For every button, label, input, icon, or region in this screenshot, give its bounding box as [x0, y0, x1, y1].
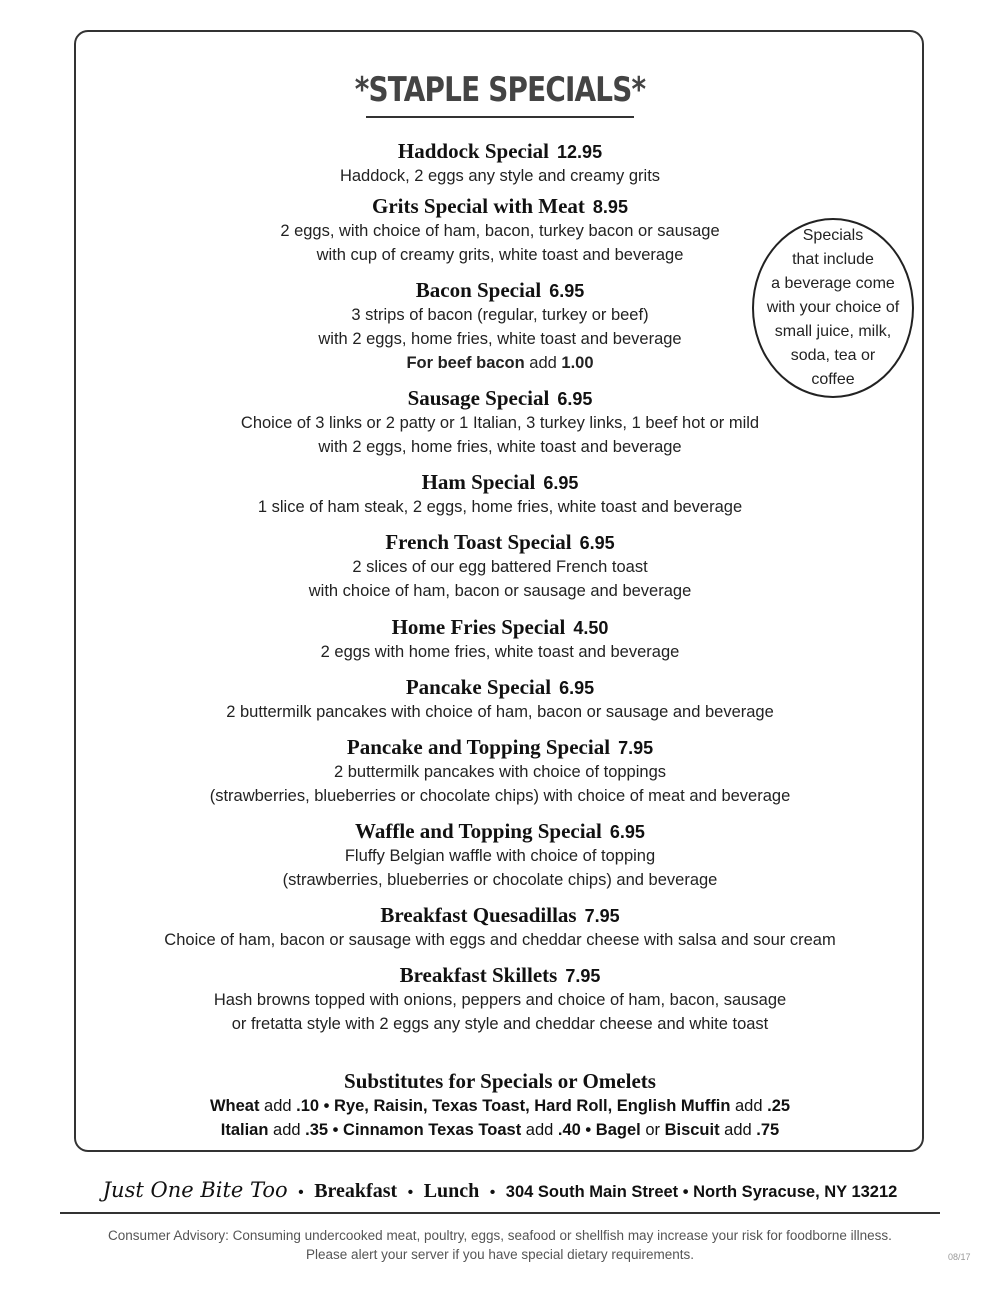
substitutes-title: Substitutes for Specials or Omelets [344, 1069, 656, 1093]
item-price: 8.95 [592, 197, 628, 217]
beverage-note-line: small juice, milk, [774, 323, 892, 340]
substitute-segment: • Rye, Raisin, Texas Toast, Hard Roll, English Muffin [319, 1097, 731, 1115]
item-price: 12.95 [557, 142, 603, 162]
menu-item-waffle-topping [0, 818, 1000, 892]
beverage-note-line: soda, tea or [790, 347, 876, 364]
menu-item-pancake-topping [0, 734, 1000, 808]
item-price: 7.95 [618, 738, 654, 758]
item-desc: 3 strips of bacon (regular, turkey or beef) [351, 306, 649, 324]
item-name: Breakfast Skillets [399, 963, 558, 987]
item-name: Home Fries Special [391, 615, 566, 639]
substitute-segment: Italian [220, 1121, 269, 1139]
item-desc: with cup of creamy grits, white toast and beverage [316, 246, 684, 264]
item-name: Pancake Special [405, 675, 552, 699]
substitute-segment: .35 [305, 1121, 329, 1139]
footer-lunch: Lunch [423, 1180, 480, 1202]
substitute-segment: .10 [296, 1097, 320, 1115]
item-desc: with 2 eggs, home fries, white toast and beverage [318, 330, 682, 348]
footer-separator: • [407, 1184, 414, 1201]
item-desc: (strawberries, blueberries or chocolate chips) with choice of meat and beverage [209, 787, 791, 805]
substitute-segment: add [521, 1121, 558, 1139]
menu-item-home-fries [0, 614, 1000, 664]
menu-item-haddock [0, 138, 1000, 188]
consumer-advisory-line-1: Consumer Advisory: Consuming undercooked meat, poultry, eggs, seafood or shellfish may increase your risk for foodborne illness. [108, 1228, 892, 1243]
revision-code: 08/17 [948, 1252, 971, 1262]
footer-breakfast: Breakfast [314, 1180, 398, 1202]
item-desc: with 2 eggs, home fries, white toast and beverage [318, 438, 682, 456]
substitute-segment: .75 [756, 1121, 780, 1139]
footer-address: 304 South Main Street • North Syracuse, NY 13212 [505, 1183, 898, 1201]
item-name: Bacon Special [415, 278, 542, 302]
item-desc: Hash browns topped with onions, peppers and choice of ham, bacon, sausage [213, 991, 787, 1009]
addon-amount: 1.00 [561, 354, 594, 372]
title-underline [366, 116, 634, 118]
substitute-segment: .25 [767, 1097, 791, 1115]
menu-item-pancake [0, 674, 1000, 724]
item-name: Ham Special [421, 470, 536, 494]
addon-label: For beef bacon [406, 354, 525, 372]
item-name: Haddock Special [397, 139, 550, 163]
substitute-segment: add [259, 1097, 297, 1115]
item-desc: with choice of ham, bacon or sausage and beverage [308, 582, 692, 600]
substitute-segment: add [268, 1121, 306, 1139]
addon-text: add [529, 354, 557, 372]
substitute-segment: add [719, 1121, 757, 1139]
item-name: Pancake and Topping Special [346, 735, 611, 759]
beverage-note-line: with your choice of [766, 299, 900, 316]
item-desc: 2 eggs with home fries, white toast and beverage [320, 643, 680, 661]
item-desc: Haddock, 2 eggs any style and creamy grits [339, 167, 661, 185]
item-desc: 1 slice of ham steak, 2 eggs, home fries, white toast and beverage [257, 498, 743, 516]
footer-separator: • [489, 1184, 496, 1201]
item-desc: 2 slices of our egg battered French toast [352, 558, 648, 576]
footer-separator: • [298, 1184, 304, 1201]
item-desc: 2 eggs, with choice of ham, bacon, turkey bacon or sausage [280, 222, 720, 240]
item-price: 6.95 [543, 473, 579, 493]
item-desc: Choice of 3 links or 2 patty or 1 Italian, 3 turkey links, 1 beef hot or mild [240, 414, 760, 432]
item-price: 6.95 [559, 678, 595, 698]
item-desc: (strawberries, blueberries or chocolate chips) and beverage [282, 871, 718, 889]
beverage-note-line: a beverage come [771, 275, 895, 292]
page-title: *STAPLE SPECIALS* [354, 70, 646, 110]
footer-divider [60, 1212, 940, 1214]
substitute-segment: • Bagel [580, 1121, 641, 1139]
beverage-note-circle [752, 218, 914, 398]
substitute-segment: add [730, 1097, 768, 1115]
item-desc: 2 buttermilk pancakes with choice of ham, bacon or sausage and beverage [226, 703, 774, 721]
substitutes-line-2 [0, 1121, 1000, 1140]
item-name: French Toast Special [385, 530, 572, 554]
menu-item-skillets [0, 962, 1000, 1036]
item-desc: Choice of ham, bacon or sausage with eggs and cheddar cheese with salsa and sour cream [164, 931, 836, 949]
brand-logo-text: Just One Bite Too [102, 1178, 288, 1202]
substitutes-line-1 [0, 1097, 1000, 1116]
substitute-segment: or [640, 1121, 665, 1139]
item-price: 4.50 [573, 618, 609, 638]
item-desc: or fretatta style with 2 eggs any style and cheddar cheese and white toast [231, 1015, 769, 1033]
item-name: Breakfast Quesadillas [380, 903, 577, 927]
menu-item-ham [0, 469, 1000, 519]
item-price: 7.95 [584, 906, 620, 926]
substitute-segment: • Cinnamon Texas Toast [328, 1121, 522, 1139]
beverage-note-line: that include [792, 251, 874, 268]
item-name: Sausage Special [407, 386, 550, 410]
item-price: 7.95 [565, 966, 601, 986]
item-price: 6.95 [557, 389, 593, 409]
footer-bar [0, 1178, 1000, 1203]
menu-item-sausage [0, 385, 1000, 459]
substitute-segment: Wheat [209, 1097, 260, 1115]
beverage-note-line: coffee [811, 371, 855, 388]
consumer-advisory-line-2: Please alert your server if you have special dietary requirements. [306, 1247, 694, 1262]
substitute-segment: Biscuit [664, 1121, 720, 1139]
item-price: 6.95 [609, 822, 645, 842]
menu-item-french-toast [0, 529, 1000, 603]
item-name: Grits Special with Meat [372, 194, 585, 218]
menu-item-quesadillas [0, 902, 1000, 952]
item-price: 6.95 [549, 281, 585, 301]
item-price: 6.95 [579, 533, 615, 553]
substitute-segment: .40 [557, 1121, 581, 1139]
beverage-note-line: Specials [802, 227, 864, 244]
item-name: Waffle and Topping Special [355, 819, 602, 843]
item-desc: Fluffy Belgian waffle with choice of topping [344, 847, 656, 865]
item-desc: 2 buttermilk pancakes with choice of toppings [333, 763, 666, 781]
